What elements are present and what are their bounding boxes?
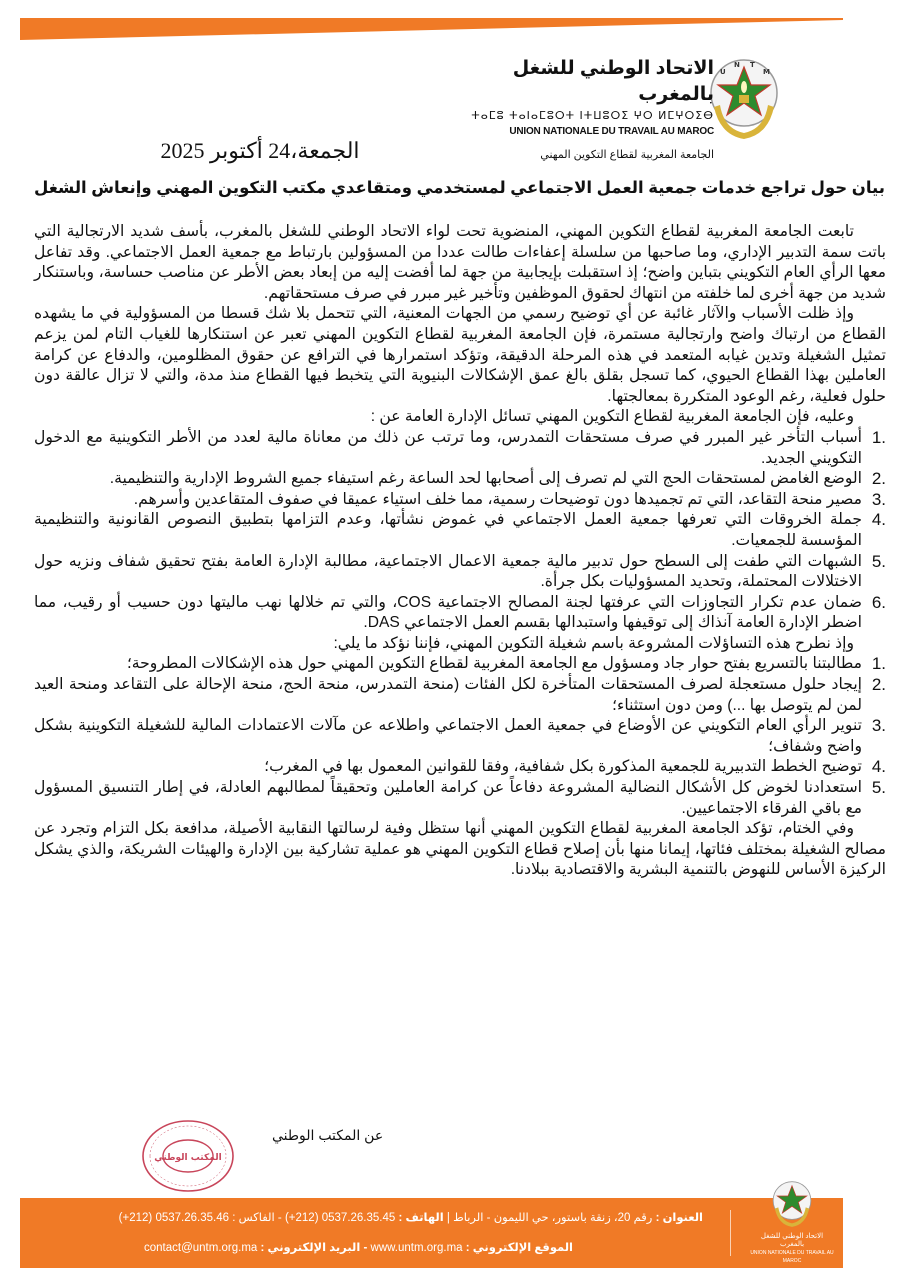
svg-text:N: N bbox=[734, 61, 740, 69]
list-text: استعدادنا لخوض كل الأشكال النضالية المشروعة دفاعاً عن كرامة العاملين وتحقيقاً لمطالبهم العادلة، في إطار التنسيق المسؤول مع باقي الفرقاء الاجتماعيين. bbox=[34, 779, 862, 817]
footer-divider bbox=[730, 1210, 731, 1256]
address-label: العنوان : bbox=[655, 1212, 703, 1224]
phone-value: 0537.26.35.45 (212+) bbox=[284, 1212, 396, 1224]
list-item bbox=[34, 757, 886, 778]
address-value: رقم 20، زنقة باستور، حي الليمون - الرباط bbox=[453, 1212, 653, 1224]
list-text: الوضع الغامض لمستحقات الحج التي لم تصرف إلى أصحابها لحد الساعة رغم استيفاء جميع الشروط الإدارية والتنظيمية. bbox=[109, 470, 862, 488]
list-text: الشبهات التي طفت إلى السطح حول تدبير مالية جمعية الاعمال الاجتماعية، مطالبة الإدارة العامة بفتح تحقيق شفاف ونزيه حول الاختلالات المحتملة، وتحديد المسؤوليات بكل جرأة. bbox=[34, 552, 862, 591]
footer-org-name-arabic: الاتحاد الوطني للشغل بالمغرب bbox=[760, 1233, 824, 1248]
list-item bbox=[34, 675, 886, 716]
list-number: 3. bbox=[871, 716, 886, 736]
list-text: توضيح الخطط التدبيرية للجمعية المذكورة بكل شفافية، وفقا للقوانين المعمول بها في المغرب؛ bbox=[264, 758, 862, 776]
questions-list bbox=[34, 428, 886, 634]
list-text: تنوير الرأي العام التكويني عن الأوضاع في جمعية العمل الاجتماعي واطلاعه عن مآلات الاعتمادات المالية للشغيلة التكوينية بشكل واضح وشفاف؛ bbox=[34, 717, 862, 755]
list-number: 1. bbox=[871, 654, 886, 674]
list-number: 2. bbox=[871, 675, 886, 695]
header-orange-band bbox=[20, 0, 843, 40]
list-item bbox=[34, 778, 886, 819]
list-item bbox=[34, 716, 886, 757]
email-link[interactable]: contact@untm.org.ma bbox=[144, 1242, 258, 1254]
svg-text:M: M bbox=[763, 68, 770, 76]
footer-org-name-french: UNION NATIONALE DU TRAVAIL AU MAROC bbox=[750, 1250, 834, 1264]
footer-logo bbox=[749, 1180, 835, 1266]
org-name-tifinagh: ⵜⴰⵎⵓ ⵜⴰⵏⴰⵎⵓⵔⵜ ⵏⵜⵡⵓⵔⵉ ⵖⵔ ⵍⵎⵖⵔⵉⴱ bbox=[471, 109, 714, 122]
paragraph-questions-lead: وعليه، فإن الجامعة المغربية لقطاع التكوين المهني تسائل الإدارة العامة عن : bbox=[370, 408, 854, 426]
paragraph-conclusion: وفي الختام، تؤكد الجامعة المغربية لقطاع التكوين المهني أنها ستظل وفية لرسالتها النقابية الأصيلة، مدافعة بكل التزام وتجرد عن مصالح الشغيلة بمختلف فئاتها، إيمانا منها بأن إصلاح قطاع التكوين المهني هو عملية تشاركية بين الإدارة والهيئات الشريكة، والذي يشكل الركيزة الأساس للنهوض بالتنمية البشرية والاقتصادية ببلادنا. bbox=[34, 820, 886, 879]
paragraph-demands-lead: وإذ نطرح هذه التساؤلات المشروعة باسم شغيلة التكوين المهني، فإننا نؤكد ما يلي: bbox=[333, 634, 854, 652]
list-number: 4. bbox=[871, 757, 886, 777]
document-title: بيان حول تراجع خدمات جمعية العمل الاجتماعي لمستخدمي ومتقاعدي مكتب التكوين المهني وإنعاش الشغل bbox=[33, 179, 885, 197]
paragraph-context: وإذ ظلت الأسباب والآثار غائبة عن أي توضيح رسمي من الجهات المعنية، التي تتحمل بلا شك قسطا من المسؤولية في ما يشهده القطاع من ارتباك واضح وارتجالية مستمرة، فإن الجامعة المغربية لقطاع التكوين المهني تعبر عن استنكارها للغياب التام لمن يزعم تمثيل الشغيلة وتدين غيابه المتعمد في هذه المرحلة الدقيقة، وتؤكد استمرارها في الترافع عن حقوق المظلومين، والدفاع عن كرامة العاملين بهذا القطاع الحيوي، كما تسجل بقلق بالغ عمق الإشكالات البنيوية التي يتخبط فيها القطاع منذ مدة، والتي لا تزال عالقة دون حلول فعلية، رغم الوعود المتكررة بمعالجتها. bbox=[34, 305, 886, 405]
org-header bbox=[454, 56, 714, 166]
untm-emblem-icon bbox=[770, 1180, 814, 1228]
list-text: إيجاد حلول مستعجلة لصرف المستحقات المتأخرة لكل الفئات (منحة التمدرس، منحة الحج، منحة الإحالة على التقاعد ومنحة العيد لمن لم يتوصل بها ...) ومن دون استثناء؛ bbox=[34, 676, 862, 714]
org-name-arabic: الاتحاد الوطني للشغل بالمغرب bbox=[512, 58, 714, 105]
list-text: مصير منحة التقاعد، التي تم تجميدها دون توضيحات رسمية، مما خلف استياء عميقا في صفوف المتقاعدين وأسرهم. bbox=[133, 490, 862, 508]
demands-list bbox=[34, 654, 886, 819]
phone-label: الهاتف : bbox=[398, 1212, 444, 1224]
list-number: 2. bbox=[871, 469, 886, 489]
list-text: ضمان عدم تكرار التجاوزات التي عرفتها لجنة المصالح الاجتماعية COS، والتي تم خلالها نهب ماليتها دون حسيب أو رقيب، مما اضطر الإدارة العامة آنذاك إلى توقيفها واستبدالها بقسم العمل الاجتماعي DAS. bbox=[34, 593, 862, 632]
untm-emblem-icon bbox=[706, 57, 782, 141]
list-item bbox=[34, 428, 886, 469]
website-label: الموقع الإلكتروني : bbox=[465, 1242, 573, 1254]
list-text: مطالبتنا بالتسريع بفتح حوار جاد ومسؤول مع الجامعة المغربية لقطاع التكوين المهني حول هذه الإشكالات المطروحة؛ bbox=[126, 655, 862, 673]
list-item bbox=[34, 510, 886, 551]
list-item bbox=[34, 593, 886, 634]
footer-contact-line bbox=[119, 1210, 703, 1224]
list-number: 3. bbox=[871, 489, 886, 509]
list-number: 6. bbox=[871, 592, 886, 612]
website-link[interactable]: www.untm.org.ma bbox=[370, 1242, 463, 1254]
stamp-center-text: المكتب الوطني bbox=[154, 1153, 222, 1163]
fax-value: 0537.26.35.46 (212+) bbox=[118, 1212, 229, 1224]
separator: | bbox=[443, 1212, 450, 1224]
list-item bbox=[34, 552, 886, 593]
svg-text:U: U bbox=[720, 68, 726, 76]
fax-label: - الفاكس : bbox=[232, 1212, 282, 1224]
paragraph-intro: تابعت الجامعة المغربية لقطاع التكوين المهني، المنضوية تحت لواء الاتحاد الوطني للشغل بالمغرب، بأسف شديد الارتجالية التي باتت سمة التدبير الإداري، وما صاحبها من سلسلة إعفاءات طالت عددا من المسؤولين بارتباط مع جمعية العمل الاجتماعي. وقد تفاعل معها الرأي العام التكويني بتباين واضح؛ إذ استقبلت بإيجابية من جهة لما أفضت إليه من إبعاد بعض الأطر عن مناصب حساسة، وباستنكار شديد من جهة أخرى لما خلفته من انتهاك لحقوق الموظفين وتأخير غير مبرر في صرف مستحقاتهم. bbox=[34, 223, 886, 302]
signature: عن المكتب الوطني bbox=[272, 1127, 384, 1143]
list-text: جملة الخروقات التي تعرفها جمعية العمل الاجتماعي في غموض نشأتها، وعدم التزامها بتطبيق النصوص القانونية والتنظيمية المؤسسة للجمعيات. bbox=[34, 511, 862, 549]
list-number: 5. bbox=[871, 778, 886, 798]
list-item bbox=[34, 469, 886, 490]
document-body bbox=[34, 222, 886, 881]
list-number: 5. bbox=[871, 551, 886, 571]
footer-bar bbox=[20, 1198, 843, 1268]
official-stamp-icon bbox=[140, 1118, 236, 1194]
org-name-french: UNION NATIONALE DU TRAVAIL AU MAROC bbox=[509, 126, 714, 137]
list-text: أسباب التأخر غير المبرر في صرف مستحقات التمدرس، وما ترتب عن ذلك من معاناة مالية لعدد من الأطر التكوينية مع الدخول التكويني الجديد. bbox=[34, 428, 862, 467]
email-label: - البريد الإلكتروني : bbox=[260, 1242, 368, 1254]
list-number: 4. bbox=[871, 510, 886, 530]
list-item bbox=[34, 490, 886, 511]
document-date: الجمعة،24 أكتوبر 2025 bbox=[160, 138, 360, 163]
federation-name: الجامعة المغربية لقطاع التكوين المهني bbox=[540, 149, 714, 161]
list-item bbox=[34, 654, 886, 675]
svg-text:T: T bbox=[750, 61, 755, 69]
list-number: 1. bbox=[871, 427, 886, 447]
footer-web-line bbox=[144, 1240, 573, 1254]
